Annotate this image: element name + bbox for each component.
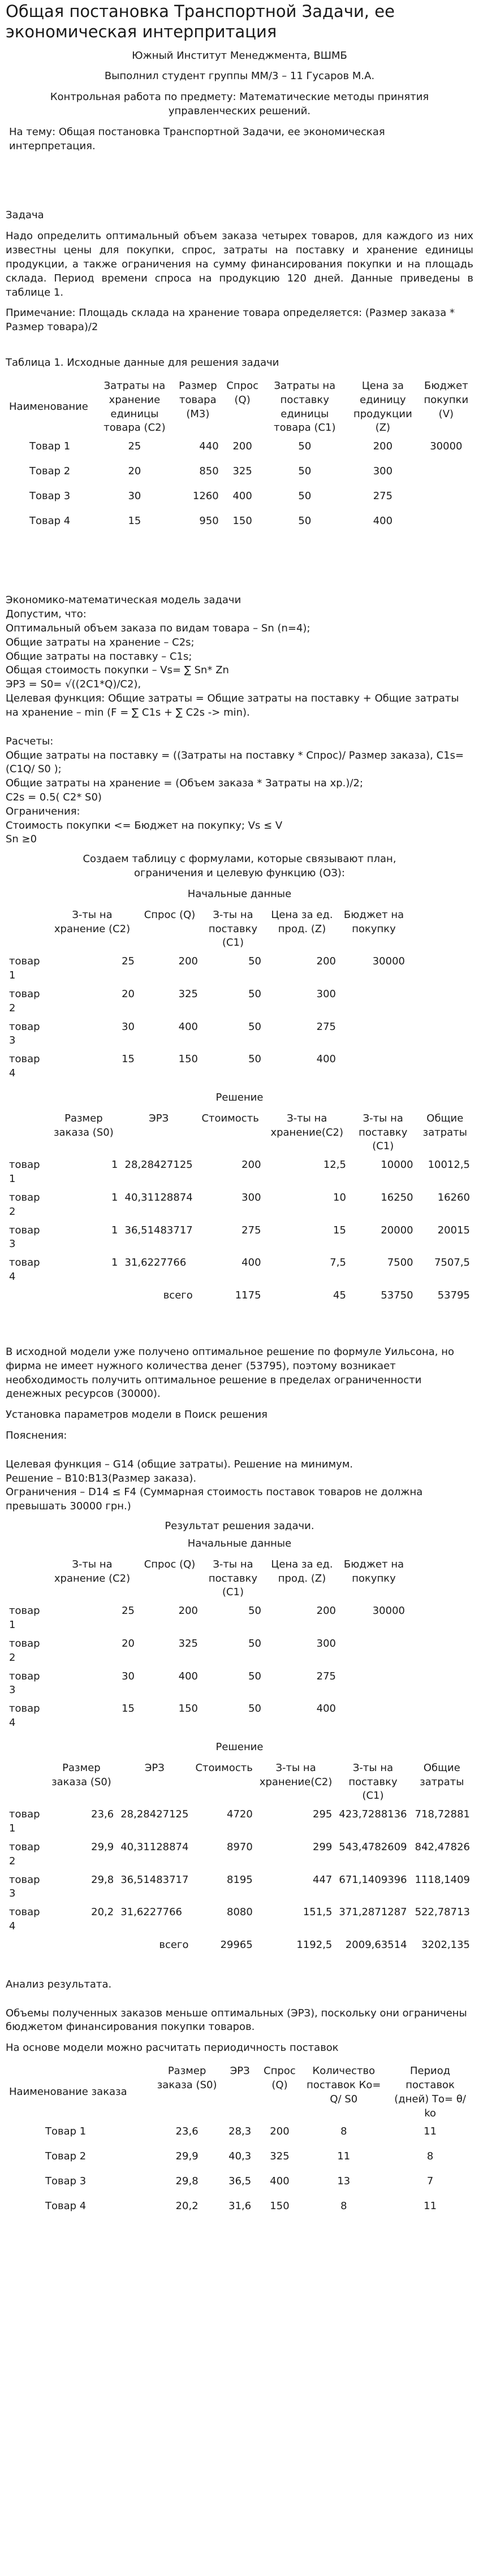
table-cell: товар 3: [9, 1873, 40, 1900]
table-header-row: [6, 1110, 473, 1156]
column-header: Цена за единицу продукции (Z): [353, 379, 412, 434]
column-header: З-ты на хранение (С2): [54, 1558, 131, 1584]
table-cell: [339, 1635, 408, 1668]
table-cell: товар 1: [9, 1159, 40, 1185]
table-cell: 50: [248, 1053, 261, 1066]
calc-line: Общие затраты на поставку = ((Затраты на поставку * Спрос)/ Размер заказа), C1s=(C1Q/ S0 );: [6, 749, 464, 776]
table-cell: 850: [199, 465, 219, 478]
calc-line: Общие затраты на хранение = (Объем заказа * Затраты на хр.)/2;: [6, 777, 364, 790]
table-cell: 400: [178, 1670, 198, 1682]
table-row: [6, 438, 473, 462]
column-header: З-ты на хранение(С2): [270, 1112, 343, 1138]
table-cell: 10012,5: [428, 1159, 470, 1171]
column-header: Спрос (Q): [264, 2065, 296, 2091]
column-header: ЭРЗ: [230, 2065, 250, 2077]
table-row: [6, 1838, 473, 1871]
column-header: [6, 1759, 46, 1806]
table-cell: 20,2: [91, 1906, 114, 1919]
table-cell: 4720: [227, 1808, 253, 1821]
table-cell: 20: [128, 465, 141, 478]
table-cell: Товар 2: [29, 465, 71, 478]
table-cell: всего: [159, 1938, 189, 1951]
column-header: [6, 1110, 46, 1156]
calc-section: [6, 735, 473, 847]
column-header: Спрос (Q): [144, 908, 196, 921]
table-cell: 50: [248, 1670, 261, 1682]
result-initial-heading: Начальные данные: [187, 1537, 292, 1549]
column-header: Общие затраты: [422, 1112, 467, 1138]
model-line: Общие затраты на хранение – C2s;: [6, 636, 195, 648]
column-header: Бюджет покупки (V): [424, 379, 469, 420]
table-cell: 50: [248, 988, 261, 1000]
table-cell: 40,31128874: [124, 1191, 193, 1203]
table-cell: 2009,63514: [345, 1938, 407, 1951]
table-cell: 13: [337, 2175, 351, 2188]
solution-heading: Решение: [215, 1091, 264, 1103]
table-cell: 1: [111, 1191, 118, 1203]
table-cell: 400: [232, 490, 252, 503]
table-header-row: [6, 906, 473, 953]
table-cell: 275: [241, 1224, 261, 1236]
table-cell: 543,4782609: [339, 1841, 407, 1853]
column-header: Затраты на хранение единицы товара (С2): [103, 379, 166, 434]
table-cell: Товар 1: [45, 2125, 87, 2138]
table-cell: 15: [122, 1053, 135, 1066]
column-header: [6, 1556, 46, 1602]
table-row: [6, 953, 473, 985]
table-row: [6, 1700, 473, 1733]
column-header: Цена за ед. прод. (Z): [271, 1558, 333, 1584]
table-cell: 1: [111, 1159, 118, 1171]
table-row: [6, 1018, 473, 1051]
table-cell: 10: [333, 1191, 346, 1203]
result-heading: Результат решения задачи.: [165, 1520, 314, 1532]
table-cell: 950: [199, 515, 219, 527]
table-cell: 400: [241, 1257, 261, 1269]
table-cell: 300: [241, 1191, 261, 1203]
table-cell: товар 3: [9, 1670, 40, 1696]
table-total-row: [6, 1287, 473, 1317]
table-cell: [339, 1700, 408, 1733]
institute-line: Южный Институт Менеджмента, ВШМБ: [132, 49, 347, 62]
table-cell: 200: [178, 955, 198, 968]
table-cell: 718,72881: [415, 1808, 470, 1821]
table-cell: 325: [232, 465, 252, 478]
table-cell: 842,47826: [415, 1841, 470, 1853]
column-header: Затраты на поставку единицы товара (С1): [274, 379, 336, 434]
table-cell: 15: [333, 1224, 346, 1236]
table-cell: 30: [128, 490, 141, 503]
table-cell: 50: [248, 1020, 261, 1033]
table-cell: 40,31128874: [120, 1841, 189, 1853]
table-cell: 295: [313, 1808, 333, 1821]
create-table-text: Создаем таблицу с формулами, которые связывают план, ограничения и целевую функцию (ОЗ):: [83, 853, 396, 880]
table-row: [6, 985, 473, 1018]
solver-setup-text: Установка параметров модели в Поиск решения: [6, 1409, 267, 1421]
table-cell: 11: [424, 2125, 437, 2138]
calc-line: Ограничения:: [6, 805, 80, 817]
model-line: Целевая функция: Общие затраты = Общие затраты на поставку + Общие затраты на хранение – min (F = ∑ C1s + ∑ C2s -> min).: [6, 692, 459, 718]
table-cell: [339, 1018, 408, 1051]
table-cell: 151,5: [303, 1906, 333, 1919]
table-cell: 36,51483717: [124, 1224, 193, 1236]
column-header: Цена за ед. прод. (Z): [271, 908, 333, 935]
calc-line: Sn ≥0: [6, 833, 37, 846]
table-cell: 200: [373, 440, 393, 453]
table-cell: 7: [426, 2175, 434, 2188]
table-cell: Товар 3: [29, 490, 71, 503]
table-cell: 3202,135: [421, 1938, 470, 1951]
table-cell: 275: [316, 1670, 336, 1682]
table-row: [6, 462, 473, 487]
table-row: [6, 1602, 473, 1635]
table-cell: 20000: [381, 1224, 413, 1236]
table-cell: товар 2: [9, 1841, 40, 1867]
table-cell: 20: [122, 988, 135, 1000]
table-cell: 31,6227766: [124, 1257, 187, 1269]
table-cell: 20: [122, 1637, 135, 1649]
table-cell: товар 3: [9, 1224, 40, 1250]
analysis-text: В исходной модели уже получено оптимальное решение по формуле Уильсона, но фирма не имеет нужного количества денег (53795), поэтому возникает необходимость получить оптимальное решение в пределах ограниченности денежных ресурсов (30000).: [6, 1345, 454, 1400]
table-cell: [419, 487, 473, 512]
table-header-row: [6, 2062, 473, 2123]
table-row: [6, 487, 473, 512]
table-cell: 28,3: [228, 2125, 252, 2138]
table-cell: 7507,5: [434, 1257, 470, 1269]
table-cell: 36,51483717: [120, 1873, 189, 1886]
table-cell: 150: [270, 2200, 290, 2213]
table-cell: 200: [316, 1605, 336, 1617]
column-header: Спрос (Q): [144, 1558, 196, 1570]
table-cell: 29,8: [91, 1873, 114, 1886]
delivery-period-table: [6, 2062, 473, 2222]
table-cell: [419, 462, 473, 487]
table-cell: 300: [316, 988, 336, 1000]
table-cell: 23,6: [175, 2125, 198, 2138]
calc-line: Расчеты:: [6, 735, 54, 747]
model-line: Общая стоимость покупки – Vs= ∑ Sn* Zn: [6, 664, 229, 677]
table-cell: 325: [178, 1637, 198, 1649]
column-header: ЭРЗ: [144, 1761, 165, 1774]
column-header: З-ты на поставку (С1): [208, 908, 258, 949]
table-cell: 30000: [372, 1605, 405, 1617]
table-cell: 275: [373, 490, 393, 503]
table-header-row: [6, 377, 473, 438]
table-row: [6, 1222, 473, 1254]
table-cell: 400: [270, 2175, 290, 2188]
explanations-label: Пояснения:: [6, 1429, 67, 1441]
task-heading: Задача: [6, 209, 44, 222]
table-cell: 7,5: [330, 1257, 346, 1269]
table-cell: 200: [270, 2125, 290, 2138]
table-cell: 8970: [227, 1841, 253, 1853]
table-cell: 275: [316, 1020, 336, 1033]
result-solution-heading: Решение: [215, 1741, 264, 1753]
table-cell: 20015: [437, 1224, 470, 1236]
table-row: [6, 1254, 473, 1287]
column-header: [6, 906, 46, 953]
column-header: Количество поставок Ко= Q/ S0: [307, 2065, 381, 2105]
table-cell: 8195: [227, 1873, 253, 1886]
table-cell: 31,6227766: [120, 1906, 183, 1919]
table-cell: [6, 1936, 46, 1967]
table-cell: 50: [248, 1703, 261, 1715]
table-cell: 50: [298, 440, 312, 453]
task-note: Примечание: Площадь склада на хранение товара определяется: (Размер заказа * Размер товара)/2: [6, 307, 455, 334]
table-total-row: [6, 1936, 473, 1967]
table-row: [6, 2197, 473, 2222]
table-cell: товар 2: [9, 1191, 40, 1218]
table-cell: 53750: [381, 1289, 413, 1301]
period-intro-text: На основе модели можно расчитать периодичность поставок: [6, 2042, 339, 2054]
table-cell: 200: [316, 955, 336, 968]
calc-line: C2s = 0.5( C2* S0): [6, 791, 102, 803]
table-cell: 1260: [192, 490, 219, 503]
model-line: Экономико-математическая модель задачи: [6, 594, 241, 607]
table-cell: 20,2: [175, 2200, 198, 2213]
table-cell: 36,5: [228, 2175, 252, 2188]
table-cell: Товар 3: [45, 2175, 87, 2188]
table-cell: Товар 4: [29, 515, 71, 527]
table-cell: 30: [122, 1020, 135, 1033]
table-cell: 50: [298, 490, 312, 503]
table-cell: 29,8: [175, 2175, 198, 2188]
model-line: ЭРЗ = S0= √((2С1*Q)/C2),: [6, 678, 141, 691]
student-line: Выполнил студент группы ММ/3 – 11 Гусаров М.А.: [104, 70, 375, 83]
table1-caption: Таблица 1. Исходные данные для решения задачи: [6, 357, 279, 369]
model-section: [6, 594, 473, 720]
table-cell: 50: [248, 1637, 261, 1649]
table-cell: [6, 1287, 46, 1317]
table-cell: 200: [232, 440, 252, 453]
table-cell: 1118,1409: [415, 1873, 470, 1886]
table-cell: [339, 985, 408, 1018]
result-solution-table: [6, 1759, 473, 1967]
table-row: [6, 1050, 473, 1083]
table-cell: 1: [111, 1257, 118, 1269]
constraint-text: Ограничения – D14 ≤ F4 (Суммарная стоимость поставок товаров не должна превышать 30000 грн.): [6, 1486, 423, 1513]
table-cell: 671,1409396: [339, 1873, 407, 1886]
table-cell: 150: [178, 1053, 198, 1066]
table-cell: Товар 1: [29, 440, 71, 453]
table-cell: всего: [163, 1289, 193, 1301]
table-cell: [46, 1287, 121, 1317]
table-row: [6, 1806, 473, 1838]
table-cell: товар 1: [9, 1808, 40, 1835]
table-cell: 1175: [235, 1289, 261, 1301]
table-cell: 53795: [437, 1289, 470, 1301]
column-header: З-ты на поставку (С1): [348, 1761, 398, 1802]
table-cell: 50: [298, 465, 312, 478]
column-header: Период поставок (дней) То= θ/ ko: [394, 2065, 466, 2119]
subject-line: Контрольная работа по предмету: Математические методы принятия управленческих решений.: [50, 91, 429, 117]
table-cell: 440: [199, 440, 219, 453]
table-cell: 325: [178, 988, 198, 1000]
column-header: Общие затраты: [420, 1761, 464, 1788]
table-cell: 16250: [381, 1191, 413, 1203]
column-header: Размер заказа (S0): [51, 1761, 111, 1788]
table-cell: 10000: [381, 1159, 413, 1171]
table-cell: [339, 1668, 408, 1700]
table-cell: 28,28427125: [120, 1808, 189, 1821]
table-cell: 447: [313, 1873, 333, 1886]
table-cell: 50: [298, 515, 312, 527]
table-cell: 30000: [430, 440, 463, 453]
table-cell: товар 4: [9, 1703, 40, 1729]
conclusion-heading: Анализ результата.: [6, 1978, 112, 1990]
table-cell: 40,3: [228, 2150, 252, 2163]
column-header: З-ты на поставку (С1): [208, 1558, 258, 1599]
table-cell: 400: [178, 1020, 198, 1033]
table-cell: 8080: [227, 1906, 253, 1919]
column-header: Стоимость: [201, 1112, 259, 1124]
table-row: [6, 1871, 473, 1904]
table-cell: 50: [248, 1605, 261, 1617]
table-cell: 150: [232, 515, 252, 527]
column-header: Наименование: [9, 401, 88, 413]
table-row: [6, 1903, 473, 1936]
table1-initial-data: [6, 377, 473, 537]
column-header: Размер заказа (S0): [157, 2065, 217, 2091]
table-cell: 23,6: [91, 1808, 114, 1821]
column-header: ЭРЗ: [149, 1112, 169, 1124]
table-cell: 371,2871287: [339, 1906, 407, 1919]
table-row: [6, 2148, 473, 2172]
table-row: [6, 1668, 473, 1700]
table-header-row: [6, 1556, 473, 1602]
table-cell: 29965: [220, 1938, 253, 1951]
column-header: Наименование заказа: [9, 2086, 127, 2098]
column-header: Бюджет на покупку: [343, 908, 404, 935]
model-line: Общие затраты на поставку – C1s;: [6, 650, 192, 663]
table-cell: 400: [373, 515, 393, 527]
table-cell: 29,9: [91, 1841, 114, 1853]
table-cell: 28,28427125: [124, 1159, 193, 1171]
column-header: Спрос (Q): [226, 379, 258, 406]
calc-line: Стоимость покупки <= Бюджет на покупку; Vs ≤ V: [6, 819, 283, 832]
table-cell: 400: [316, 1053, 336, 1066]
table-cell: [46, 1936, 118, 1967]
table-cell: товар 1: [9, 955, 40, 982]
table-row: [6, 1156, 473, 1189]
table-cell: товар 2: [9, 988, 40, 1014]
table-cell: 300: [316, 1637, 336, 1649]
table-cell: 15: [128, 515, 141, 527]
table-cell: 7500: [387, 1257, 413, 1269]
table-cell: 16260: [437, 1191, 470, 1203]
result-initial-table: [6, 1556, 473, 1733]
column-header: З-ты на хранение(С2): [259, 1761, 333, 1788]
topic-line: На тему: Общая постановка Транспортной Задачи, ее экономическая интерпретация.: [9, 125, 385, 152]
table-cell: 400: [316, 1703, 336, 1715]
table-cell: 200: [241, 1159, 261, 1171]
table-cell: 25: [122, 1605, 135, 1617]
table-cell: [339, 1050, 408, 1083]
initial-data-heading: Начальные данные: [187, 887, 292, 900]
column-header: З-ты на поставку (С1): [359, 1112, 408, 1153]
table-cell: 29,9: [175, 2150, 198, 2163]
conclusion-text: Объемы полученных заказов меньше оптимальных (ЭРЗ), поскольку они ограничены бюджетом финансирования покупки товаров.: [6, 2007, 467, 2033]
column-header: Размер заказа (S0): [53, 1112, 114, 1138]
table-cell: 45: [333, 1289, 346, 1301]
table-cell: Товар 2: [45, 2150, 87, 2163]
table-cell: товар 1: [9, 1605, 40, 1631]
page-title: Общая постановка Транспортной Задачи, ее экономическая интерпритация: [6, 2, 395, 42]
table-cell: 12,5: [323, 1159, 346, 1171]
table-cell: товар 4: [9, 1257, 40, 1283]
table-cell: 8: [340, 2125, 347, 2138]
table-cell: 8: [340, 2200, 347, 2213]
table-cell: 11: [424, 2200, 437, 2213]
table-cell: 1: [111, 1224, 118, 1236]
table-header-row: [6, 1759, 473, 1806]
table-cell: 325: [270, 2150, 290, 2163]
task-text: Надо определить оптимальный объем заказа четырех товаров, для каждого из них известны цены для покупки, спрос, затраты на поставку и хранение единицы продукции, а также ограничения на сумму финансирования покупки и на площадь склада. Период времени спроса на продукцию 120 дней. Данные приведены в таблице 1.: [6, 230, 473, 298]
table-cell: 1192,5: [296, 1938, 333, 1951]
table-cell: 522,78713: [415, 1906, 470, 1919]
table-cell: 8: [426, 2150, 434, 2163]
table-cell: товар 4: [9, 1053, 40, 1080]
table-cell: товар 2: [9, 1637, 40, 1664]
model-line: Оптимальный объем заказа по видам товара – Sn (n=4);: [6, 622, 310, 634]
table-cell: 423,7288136: [339, 1808, 407, 1821]
table-cell: 200: [178, 1605, 198, 1617]
table-cell: 15: [122, 1703, 135, 1715]
table-cell: товар 4: [9, 1906, 40, 1932]
column-header: Бюджет на покупку: [343, 1558, 404, 1584]
table-row: [6, 2172, 473, 2197]
table-cell: 299: [313, 1841, 333, 1853]
table-cell: 50: [248, 955, 261, 968]
table-cell: 30000: [372, 955, 405, 968]
table-cell: [419, 512, 473, 537]
table-cell: 25: [128, 440, 141, 453]
column-header: З-ты на хранение (С2): [54, 908, 131, 935]
table-row: [6, 1189, 473, 1222]
decision-range-text: Решение – B10:B13(Размер заказа).: [6, 1472, 197, 1484]
model-line: Допустим, что:: [6, 608, 87, 621]
table-cell: 31,6: [228, 2200, 252, 2213]
table-cell: 30: [122, 1670, 135, 1682]
column-header: Стоимость: [195, 1761, 253, 1774]
solution-table: [6, 1110, 473, 1317]
initial-data-table: [6, 906, 473, 1083]
table-cell: 300: [373, 465, 393, 478]
target-function-text: Целевая функция – G14 (общие затраты). Решение на минимум.: [6, 1458, 353, 1470]
table-cell: 150: [178, 1703, 198, 1715]
table-cell: 11: [337, 2150, 351, 2163]
table-row: [6, 2123, 473, 2148]
table-row: [6, 512, 473, 537]
table-cell: товар 3: [9, 1020, 40, 1047]
table-row: [6, 1635, 473, 1668]
table-cell: Товар 4: [45, 2200, 87, 2213]
table-cell: 25: [122, 955, 135, 968]
column-header: Размер товара (М3): [179, 379, 217, 420]
